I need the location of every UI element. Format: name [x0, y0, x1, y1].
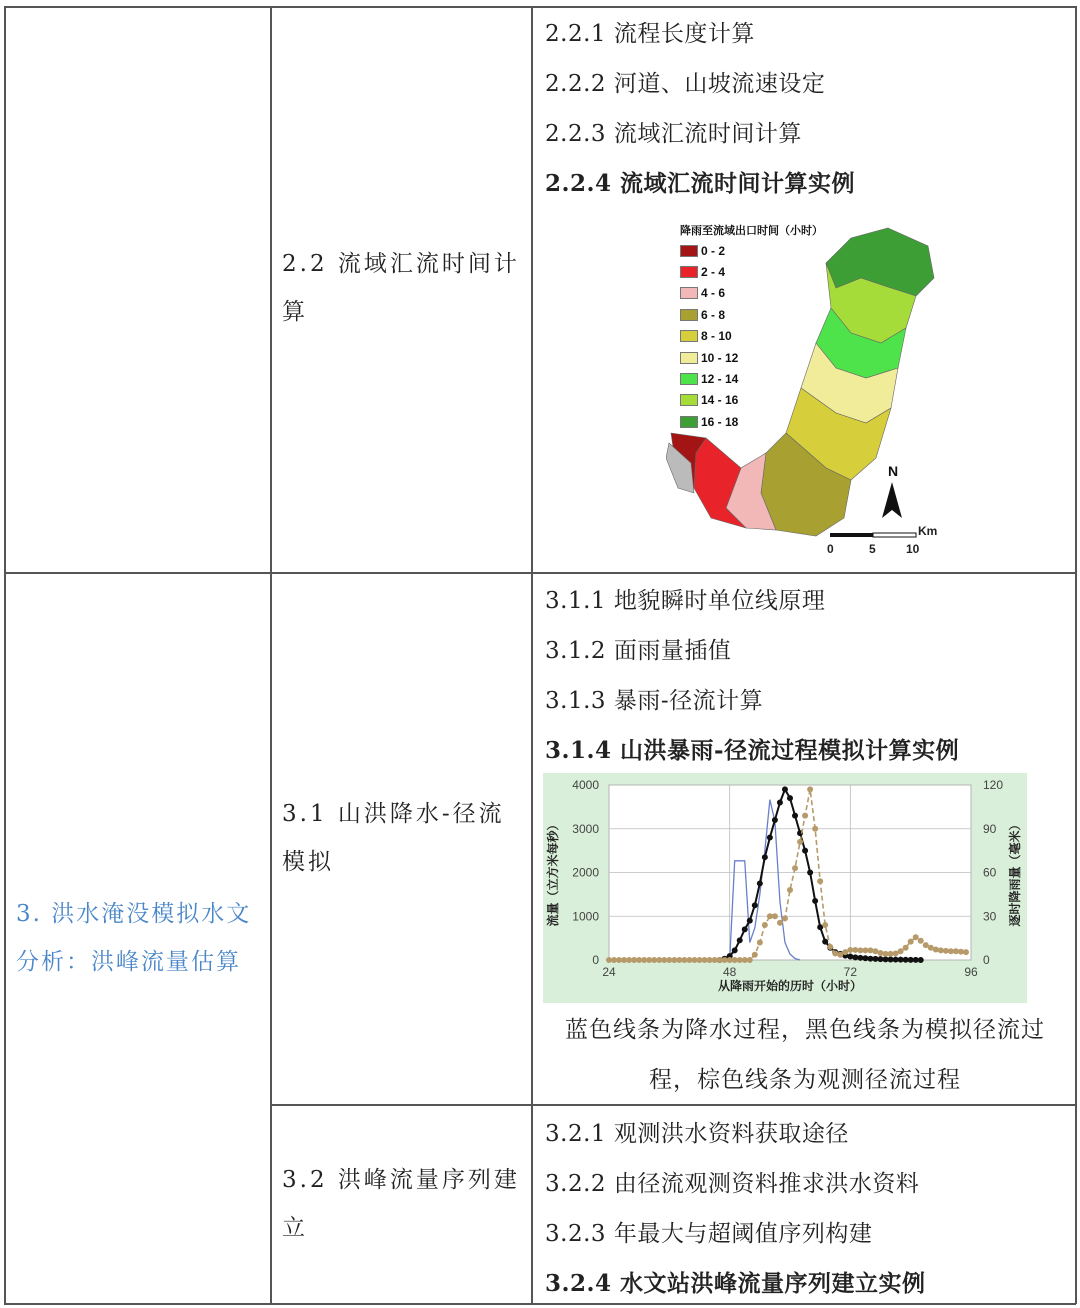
table-border-bottom: [4, 1303, 1076, 1305]
series-point-simulated: [742, 926, 748, 932]
toc-item-3-2-3: 3.2.3 年最大与超阈值序列构建: [545, 1221, 873, 1247]
y2-tick-label: 120: [983, 778, 1004, 792]
x-tick-label: 72: [843, 965, 858, 979]
x-tick-label: 48: [722, 965, 737, 979]
legend-swatch: [680, 266, 698, 278]
legend-label: 4 - 6: [701, 286, 726, 301]
series-point-simulated: [762, 854, 768, 860]
table-col-divider-2: [531, 6, 533, 1304]
map-legend-item: [680, 390, 738, 411]
series-point-simulated: [792, 813, 798, 819]
series-point-observed: [792, 865, 798, 871]
series-point-simulated: [777, 800, 783, 806]
legend-swatch: [680, 394, 698, 406]
legend-swatch: [680, 373, 698, 385]
toc-item-2-2-2: 2.2.2 河道、山坡流速设定: [545, 71, 826, 97]
series-point-observed: [822, 922, 828, 928]
scale-tick-10: 10: [906, 542, 920, 556]
series-point-simulated: [822, 939, 828, 945]
toc-item-2-2-1: 2.2.1 流程长度计算: [545, 21, 755, 47]
table-col-divider-1: [270, 6, 272, 1304]
series-point-observed: [827, 944, 833, 950]
toc-item-3-1-1: 3.1.1 地貌瞬时单位线原理: [545, 588, 826, 614]
series-point-observed: [752, 952, 758, 958]
series-point-simulated: [732, 947, 738, 953]
series-point-simulated: [918, 957, 924, 963]
legend-label: 10 - 12: [701, 350, 739, 365]
toc-item-3-2-4: 3.2.4 水文站洪峰流量序列建立实例: [545, 1270, 926, 1297]
subsection-title-2-2: 2.2 流域汇流时间计算: [282, 251, 520, 325]
legend-swatch: [680, 245, 698, 257]
map-legend-item: [680, 261, 738, 282]
north-label: N: [888, 463, 899, 479]
map-legend-item: [680, 283, 738, 304]
series-point-simulated: [847, 954, 853, 960]
concentration-time-map: [666, 218, 946, 558]
series-point-simulated: [782, 786, 788, 792]
y2-tick-label: 60: [983, 865, 997, 880]
series-point-simulated: [772, 817, 778, 823]
legend-label: 0 - 2: [701, 243, 726, 258]
series-point-simulated: [752, 902, 758, 908]
map-legend-item: [680, 368, 738, 389]
legend-swatch: [680, 352, 698, 364]
series-point-observed: [747, 957, 753, 963]
series-point-observed: [903, 945, 909, 951]
series-point-simulated: [807, 870, 813, 876]
y-tick-label: 0: [592, 953, 599, 967]
map-legend-item: [680, 411, 738, 432]
toc-item-3-2-2: 3.2.2 由径流观测资料推求洪水资料: [545, 1171, 920, 1197]
map-legend-item: [680, 347, 738, 368]
series-point-observed: [812, 826, 818, 832]
series-point-observed: [918, 938, 924, 944]
map-legend-title: 降雨至流域出口时间（小时）: [680, 225, 823, 237]
x-axis-label: 从降雨开始的历时（小时）: [717, 979, 863, 993]
map-legend-item: [680, 326, 738, 347]
map-legend: [680, 240, 738, 433]
legend-swatch: [680, 416, 698, 428]
x-tick-label: 24: [602, 965, 616, 979]
series-point-simulated: [802, 848, 808, 854]
scale-tick-5: 5: [869, 542, 876, 556]
y-tick-label: 4000: [572, 778, 599, 792]
table-border-left: [4, 6, 6, 1304]
table-row-divider: [4, 572, 1076, 574]
series-point-simulated: [737, 937, 743, 943]
series-point-observed: [963, 949, 969, 955]
series-point-observed: [787, 887, 793, 893]
y2-axis-label: 逐时降雨量（毫米）: [1008, 818, 1022, 927]
legend-label: 16 - 18: [701, 414, 739, 429]
toc-item-3-1-4: 3.1.4 山洪暴雨-径流过程模拟计算实例: [545, 737, 960, 764]
toc-item-3-1-2: 3.1.2 面雨量插值: [545, 638, 732, 664]
y-tick-label: 3000: [572, 821, 599, 836]
legend-swatch: [680, 330, 698, 342]
map-legend-item: [680, 240, 738, 261]
legend-label: 2 - 4: [701, 265, 726, 280]
series-point-observed: [933, 947, 939, 953]
y2-tick-label: 0: [983, 953, 990, 967]
subsection-title-3-1: 3.1 山洪降水-径流模拟: [282, 801, 505, 875]
scale-tick-0: 0: [827, 542, 834, 556]
toc-item-3-2-1: 3.2.1 观测洪水资料获取途径: [545, 1121, 849, 1147]
y2-tick-label: 90: [983, 821, 997, 836]
rainfall-runoff-chart: [543, 773, 1027, 1003]
section-title-3: 3. 洪水淹没模拟水文分析：洪峰流量估算: [16, 901, 252, 975]
y-axis-label: 流量（立方米每秒）: [546, 818, 560, 927]
series-point-simulated: [747, 918, 753, 924]
series-point-observed: [797, 839, 803, 845]
legend-swatch: [680, 287, 698, 299]
north-arrow-icon: [882, 482, 902, 518]
x-tick-label: 96: [964, 965, 978, 979]
series-point-observed: [757, 940, 763, 946]
subsection-title-3-2: 3.2 洪峰流量序列建立: [282, 1167, 520, 1241]
series-point-observed: [802, 813, 808, 819]
series-point-observed: [913, 934, 919, 940]
map-legend-item: [680, 304, 738, 325]
series-point-observed: [908, 939, 914, 945]
series-point-observed: [832, 950, 838, 956]
scale-unit: Km: [918, 524, 938, 538]
legend-label: 14 - 16: [701, 393, 739, 408]
series-point-simulated: [787, 795, 793, 801]
series-point-observed: [878, 950, 884, 956]
y2-tick-label: 30: [983, 909, 997, 924]
table-border-top: [4, 6, 1076, 8]
table-border-right: [1075, 6, 1077, 1304]
series-point-observed: [817, 878, 823, 884]
legend-label: 12 - 14: [701, 372, 739, 387]
series-point-observed: [777, 920, 783, 926]
series-point-simulated: [757, 880, 763, 886]
series-point-observed: [898, 948, 904, 954]
series-point-observed: [772, 913, 778, 919]
legend-label: 6 - 8: [701, 307, 726, 322]
legend-swatch: [680, 309, 698, 321]
chart-caption: 蓝色线条为降水过程，黑色线条为模拟径流过程，棕色线条为观测径流过程: [565, 1017, 1045, 1093]
y-tick-label: 2000: [572, 865, 599, 880]
series-point-observed: [867, 947, 873, 953]
legend-label: 8 - 10: [701, 329, 732, 344]
toc-item-3-1-3: 3.1.3 暴雨-径流计算: [545, 688, 764, 714]
series-point-simulated: [767, 835, 773, 841]
series-point-observed: [807, 786, 813, 792]
toc-item-2-2-3: 2.2.3 流域汇流时间计算: [545, 121, 802, 147]
toc-item-2-2-4: 2.2.4 流域汇流时间计算实例: [545, 170, 856, 197]
series-point-simulated: [812, 898, 818, 904]
y-tick-label: 1000: [572, 909, 599, 924]
series-point-observed: [762, 922, 768, 928]
series-point-observed: [782, 915, 788, 921]
